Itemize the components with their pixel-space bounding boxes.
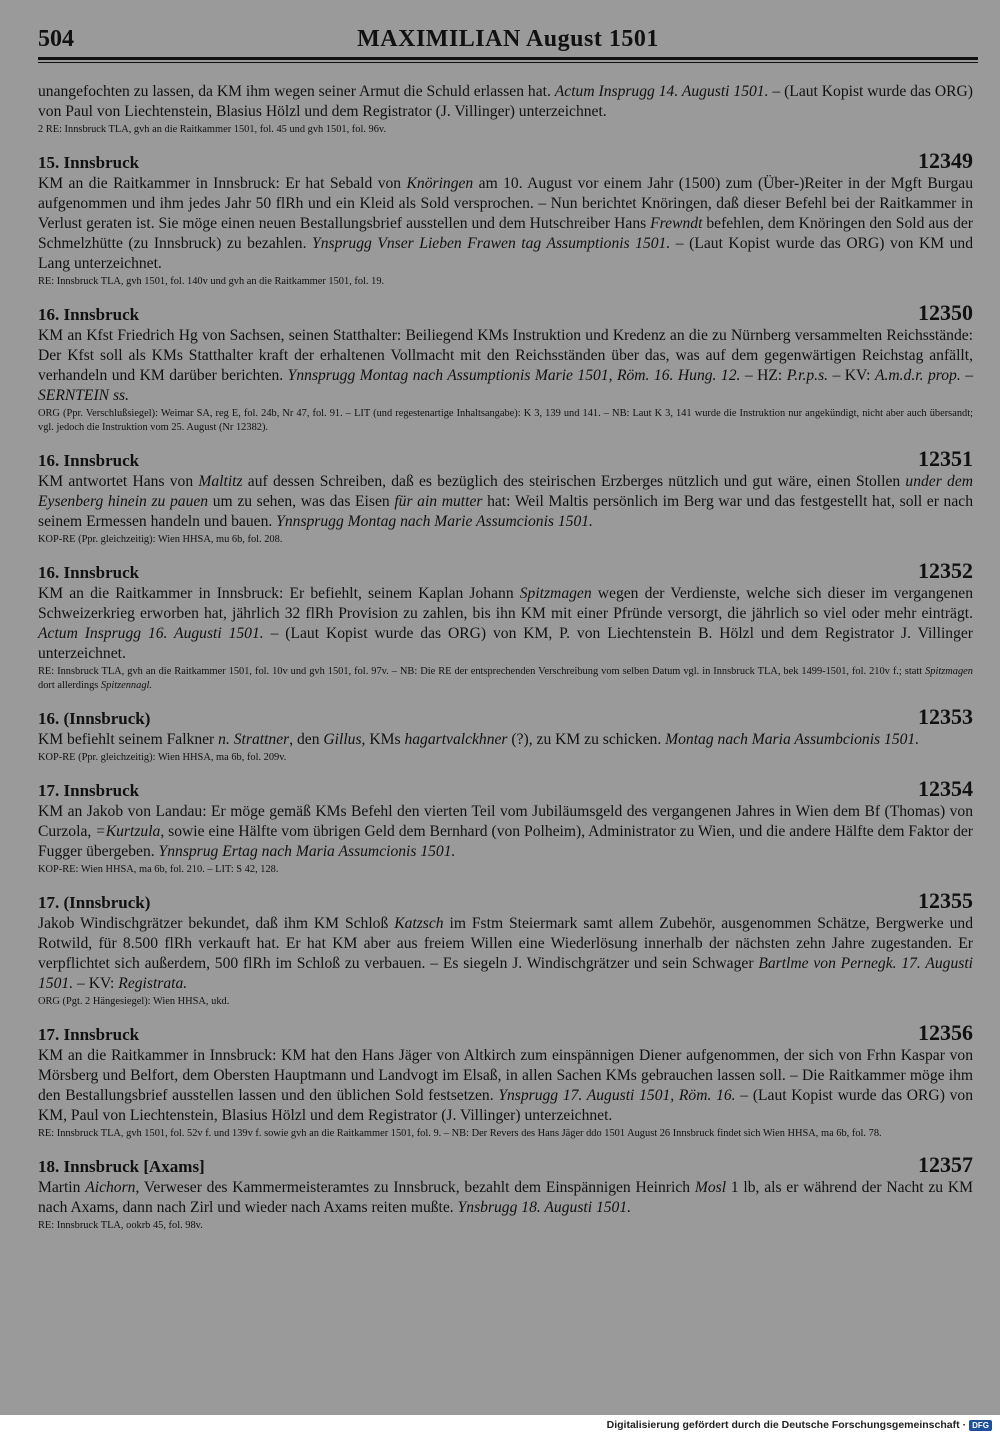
italic-segment: Actum Insprugg 14. Augusti 1501.	[554, 83, 769, 100]
entry-header	[38, 300, 973, 326]
entry	[38, 446, 973, 547]
page-header	[38, 26, 978, 54]
entry-header	[38, 1020, 973, 1046]
text-segment: wegen der Verdienste, welche sich dieser im vergangenen Schweizerkrieg erworben hat, jährlich 32 flRh Provision zu zahlen, bis ihn KM mit einer Pfründe versorgt, die jährlich so viel oder mehr einträgt.	[38, 585, 973, 622]
entry-date: 16. (Innsbruck)	[38, 709, 151, 728]
entry-date: 16. Innsbruck	[38, 305, 140, 324]
italic-segment: Ynnsprug Ertag nach Maria Assumcionis 1501.	[158, 843, 456, 860]
text-segment: – KV:	[828, 367, 875, 384]
footer-text: Digitalisierung gefördert durch die Deutsche Forschungsgemeinschaft	[606, 1419, 960, 1431]
text-segment: – HZ:	[740, 367, 787, 384]
italic-segment: Ynsprugg Vnser Lieben Frawen tag Assumptionis 1501.	[312, 235, 671, 252]
italic-segment: SERNTEIN ss.	[38, 387, 129, 404]
italic-segment: Frewndt	[650, 215, 703, 232]
text-segment: unangefochten zu lassen, da KM ihm wegen seiner Armut die Schuld erlassen hat.	[38, 83, 555, 100]
text-segment: KM an die Raitkammer in Innsbruck: KM hat den Hans Jäger von Altkirch zum einspännigen Diener aufgenommen, der sich von Frhn Kaspar von Mörsberg und Belfort, dem Obersten Hauptmann und Landvogt im Elsaß, in allen Sachen KMs gebrauchen lassen soll. – Die Raitkammer möge ihm den Bestallungsbrief ausstellen lassen und den üblichen Sold festsetzen.	[38, 1047, 973, 1104]
italic-segment: Ynsbrugg 18. Augusti 1501.	[457, 1199, 632, 1216]
entry-number: 12356	[918, 1020, 973, 1045]
entry-text	[38, 802, 973, 862]
text-segment: auf dessen Schreiben, daß es bezüglich des steirischen Erzberges nützlich und gut wäre, einen Stollen	[242, 473, 906, 490]
text-segment: KM an die Raitkammer in Innsbruck: Er hat Sebald von	[38, 175, 407, 192]
entry-date: 18. Innsbruck [Axams]	[38, 1157, 205, 1176]
entry	[38, 1020, 973, 1141]
entry-header	[38, 148, 973, 174]
italic-segment: Spitzmagen	[925, 666, 973, 677]
text-segment: –	[960, 367, 973, 384]
header-rule-thin	[38, 62, 978, 63]
italic-segment: Ynsprugg 17. Augusti 1501, Röm. 16.	[498, 1087, 736, 1104]
italic-segment: Katzsch	[394, 915, 444, 932]
entry-header	[38, 446, 973, 472]
dfg-logo: DFG	[969, 1420, 992, 1431]
footer-credit	[607, 1419, 992, 1431]
italic-segment: Bartlme von Pernegk. 17. Augusti 1501.	[38, 955, 974, 992]
italic-segment: Gillus	[323, 731, 362, 748]
entry-header	[38, 558, 973, 584]
entry-text	[38, 1178, 973, 1218]
entry-number: 12357	[918, 1152, 973, 1177]
entry	[38, 704, 973, 765]
entry	[38, 300, 973, 435]
page-content	[38, 82, 973, 1233]
italic-segment: hagartvalckhner	[404, 731, 508, 748]
text-segment: hat: Weil Maltis persönlich im Berg war und das festgestellt hat, soll er nach seinem Ermessen handeln und bauen.	[38, 493, 973, 530]
entry-note: KOP-RE (Ppr. gleichzeitig): Wien HHSA, ma 6b, fol. 209v.	[38, 752, 287, 763]
text-segment: am 10. August vor einem Jahr (1500) zum (Über-)Reiter in der Mgft Burgau aufgenommen und ihm jedes Jahr 50 flRh und ein Kleid als Sold versprochen. – Nun berichtet Knöringen, daß dieser Befehl bei der Raitkammer in Verlust geraten ist. Sie möge einen neuen Bestallungsbrief ausstellen und dem Hutschreiber Hans	[38, 175, 973, 232]
italic-segment: Montag nach Maria Assumbcionis 1501.	[665, 731, 920, 748]
running-title: MAXIMILIAN August 1501	[357, 26, 659, 52]
entry-note: RE: Innsbruck TLA, gvh 1501, fol. 52v f. und 139v f. sowie gvh an die Raitkammer 1501, fol. 9. – NB: Der Revers des Hans Jäger ddo 1501 August 26 Innsbruck findet sich Wien HHSA, ma 6b, fol. 78.	[38, 1128, 882, 1139]
text-segment: KM an die Raitkammer in Innsbruck: Er befiehlt, seinem Kaplan Johann	[38, 585, 520, 602]
entry-date: 17. (Innsbruck)	[38, 893, 151, 912]
text-segment: (?), zu KM zu schicken.	[507, 731, 666, 748]
italic-segment: für ain mutter	[394, 493, 483, 510]
text-segment: , den	[289, 731, 324, 748]
entry-number: 12355	[918, 888, 973, 913]
footer-separator: ·	[962, 1419, 967, 1431]
entry-header	[38, 704, 973, 730]
italic-segment: Aichorn	[85, 1179, 136, 1196]
text-segment: im Fstm Steiermark samt allem Zubehör, ausgenommen Schätze, Bergwerke und Rotwild, für 8.500 flRh verkauft hat. Er hat KM aber aus freiem Willen eine Wiederlösung innerhalb der nächsten zehn Jahre zugestanden. Er verpflichtet sich außerdem, 500 flRh im Schloß zu verbauen. – Es siegeln J. Windischgrätzer und sein Schwager	[38, 915, 973, 972]
entry-note: ORG (Pgt. 2 Hängesiegel): Wien HHSA, ukd.	[38, 996, 230, 1007]
text-segment: – (Laut Kopist wurde das ORG) von KM, Paul von Liechtenstein, Blasius Hölzl und dem Registrator (J. Villinger) unterzeichnet.	[38, 1087, 973, 1124]
text-segment: KM an Jakob von Landau: Er möge gemäß KMs Befehl den vierten Teil vom Jubiläumsgeld des vergangenen Jahres in Wien dem Bf (Thomas) von Curzola,	[38, 803, 973, 840]
entry-date: 15. Innsbruck	[38, 153, 140, 172]
text-segment: – (Laut Kopist wurde das ORG) von KM und Lang unterzeichnet.	[38, 235, 973, 272]
text-segment: befehlen, dem Knöringen den Sold aus der Schmelzhütte (zu Innsbruck) zu bezahlen.	[38, 215, 973, 252]
italic-segment: Spitzmagen	[519, 585, 592, 602]
text-segment: – (Laut Kopist wurde das ORG) von Paul von Liechtenstein, Blasius Hölzl und dem Registrator (J. Villinger) unterzeichnet.	[38, 83, 973, 120]
text-segment: RE: Innsbruck TLA, gvh an die Raitkammer 1501, fol. 10v und gvh 1501, fol. 97v. – NB: Die RE der entsprechenden Verschreibung vom selben Datum vgl. in Innsbruck TLA, bek 1499-1501, fol. 210v f.; statt	[38, 666, 926, 677]
entry-number: 12351	[918, 446, 973, 471]
entry-date: 16. Innsbruck	[38, 563, 140, 582]
entry-date: 17. Innsbruck	[38, 1025, 140, 1044]
text-segment: , Verweser des Kammermeisteramtes zu Innsbruck, bezahlt dem Einspännigen Heinrich	[135, 1179, 695, 1196]
italic-segment: P.r.p.s.	[786, 367, 829, 384]
entry-note: RE: Innsbruck TLA, gvh 1501, fol. 140v und gvh an die Raitkammer 1501, fol. 19.	[38, 276, 385, 287]
text-segment: um zu sehen, was das Eisen	[208, 493, 395, 510]
continuation-text	[38, 82, 973, 122]
text-segment: dort allerdings	[38, 680, 101, 691]
italic-segment: Ynnsprugg Montag nach Assumptionis Marie 1501, Röm. 16. Hung. 12.	[287, 367, 741, 384]
entry-date: 16. Innsbruck	[38, 451, 140, 470]
entry-note	[38, 665, 973, 693]
italic-segment: under dem Eysenberg hinein zu pauen	[38, 473, 974, 510]
entry-header	[38, 888, 973, 914]
entry	[38, 776, 973, 877]
entry	[38, 148, 973, 289]
italic-segment: Spitzennagl.	[100, 680, 153, 691]
italic-segment: Ynnsprugg Montag nach Marie Assumcionis 1501.	[276, 513, 593, 530]
text-segment: 1 lb, als er während der Nacht zu KM nach Axams, dann nach Zirl und wieder nach Axams reiten mußte.	[38, 1179, 974, 1216]
entry-note: RE: Innsbruck TLA, ookrb 45, fol. 98v.	[38, 1220, 203, 1231]
italic-segment: Actum Insprugg 16. Augusti 1501.	[38, 625, 264, 642]
entry-text	[38, 914, 973, 994]
italic-segment: =Kurtzula	[95, 823, 161, 840]
entry-number: 12354	[918, 776, 973, 801]
entry-text	[38, 730, 973, 750]
entry-number: 12352	[918, 558, 973, 583]
entry-number: 12350	[918, 300, 973, 325]
entry	[38, 1152, 973, 1233]
entry-text	[38, 326, 973, 406]
entry-header	[38, 776, 973, 802]
entry-number: 12353	[918, 704, 973, 729]
italic-segment: Maltitz	[198, 473, 243, 490]
entry-number: 12349	[918, 148, 973, 173]
entry-header	[38, 1152, 973, 1178]
text-segment: KM an Kfst Friedrich Hg von Sachsen, seinen Statthalter: Beiliegend KMs Instruktion und Kredenz an die zu Nürnberg versammelten Reichsstände: Der Kfst soll als KMs Statthalter kraft der erhaltenen Vollmacht mit den Reichsständen über das, was auf dem gegenwärtigen Reichstag anfällt, verhandeln und KM darüber berichten.	[38, 327, 973, 384]
continuation-note: 2 RE: Innsbruck TLA, gvh an die Raitkammer 1501, fol. 45 und gvh 1501, fol. 96v.	[38, 124, 387, 135]
italic-segment: Knöringen	[406, 175, 474, 192]
entries-list	[38, 148, 973, 1233]
entry-text	[38, 174, 973, 274]
entry-text	[38, 1046, 973, 1126]
text-segment: – (Laut Kopist wurde das ORG) von KM, P. von Liechtenstein B. Hölzl und dem Registrator J. Villinger unterzeichnet.	[38, 625, 973, 662]
entry-note: KOP-RE (Ppr. gleichzeitig): Wien HHSA, mu 6b, fol. 208.	[38, 534, 283, 545]
italic-segment: Mosl	[694, 1179, 727, 1196]
entry	[38, 558, 973, 693]
entry-text	[38, 584, 973, 664]
italic-segment: n. Strattner	[218, 731, 290, 748]
text-segment: Jakob Windischgrätzer bekundet, daß ihm KM Schloß	[38, 915, 395, 932]
text-segment: KM befiehlt seinem Falkner	[38, 731, 219, 748]
header-rule-thick	[38, 57, 978, 60]
text-segment: KM antwortet Hans von	[38, 473, 199, 490]
page-number: 504	[38, 26, 74, 52]
entry-text	[38, 472, 973, 532]
entry-note: KOP-RE: Wien HHSA, ma 6b, fol. 210. – LIT: S 42, 128.	[38, 864, 279, 875]
text-segment: , sowie eine Hälfte vom übrigen Geld dem Bernhard (von Polheim), Administrator zu Wien, und die andere Hälfte dem Faktor der Fugger übergeben.	[38, 823, 973, 860]
entry-date: 17. Innsbruck	[38, 781, 140, 800]
italic-segment: Registrata.	[118, 975, 188, 992]
text-segment: – KV:	[73, 975, 119, 992]
italic-segment: A.m.d.r. prop.	[874, 367, 961, 384]
continuation-block	[38, 82, 973, 137]
text-segment: Martin	[38, 1179, 86, 1196]
entry-note: ORG (Ppr. Verschlußsiegel): Weimar SA, reg E, fol. 24b, Nr 47, fol. 91. – LIT (und regestenartige Inhaltsangabe): K 3, 139 und 141. – NB: Laut K 3, 141 wurde die Instruktion nur angekündigt, nicht aber auch übersandt; vgl. jedoch die Instruktion vom 25. August (Nr 12382).	[38, 408, 973, 433]
entry	[38, 888, 973, 1009]
text-segment: , KMs	[361, 731, 405, 748]
